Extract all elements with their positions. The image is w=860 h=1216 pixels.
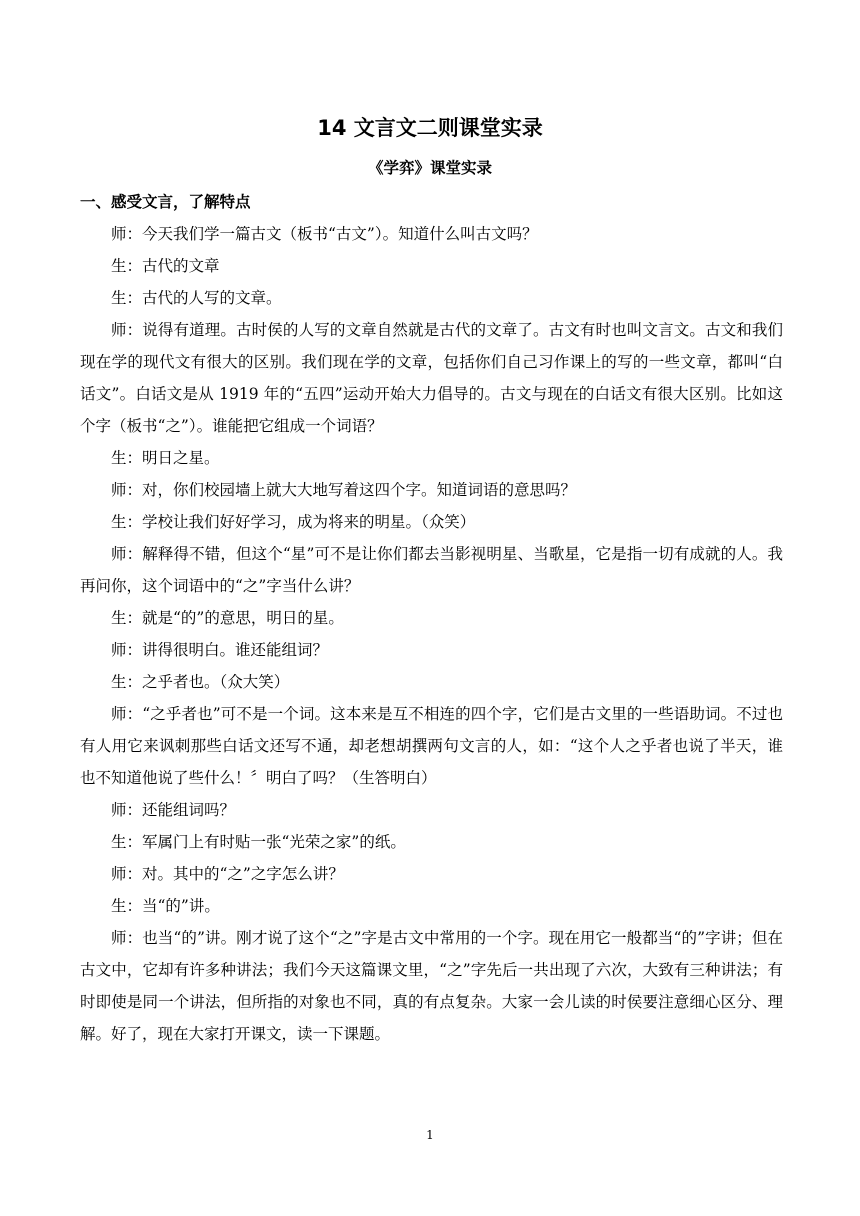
document-subtitle: 《学弈》课堂实录 — [367, 159, 492, 177]
paragraph: 生：之乎者也。（众大笑） — [111, 673, 290, 691]
paragraph: 生：明日之星。 — [111, 449, 220, 467]
paragraph: 师：还能组词吗？ — [111, 801, 236, 819]
paragraph: 师：对，你们校园墙上就大大地写着这四个字。知道词语的意思吗？ — [111, 481, 577, 499]
paragraph: 生：就是“的”的意思，明日的星。 — [111, 609, 344, 627]
page-number: 1 — [426, 1128, 434, 1142]
document-title: 14 文言文二则课堂实录 — [317, 116, 543, 140]
paragraph: 生：古代的人写的文章。 — [111, 289, 282, 307]
section-heading: 一、感受文言，了解特点 — [80, 193, 251, 211]
paragraph: 师：对。其中的“之”之字怎么讲？ — [111, 865, 344, 883]
document-body — [80, 186, 783, 1050]
paragraph: 师：讲得很明白。谁还能组词？ — [111, 641, 329, 659]
paragraph: 师：解释得不错，但这个“星”可不是让你们都去当影视明星、当歌星，它是指一切有成就的人。我再问你，这个词语中的“之”字当什么讲？ — [80, 545, 783, 595]
paragraph: 师：今天我们学一篇古文（板书“古文”）。知道什么叫古文吗？ — [111, 225, 538, 243]
paragraph: 师：“之乎者也”可不是一个词。这本来是互不相连的四个字，它们是古文里的一些语助词。不过也有人用它来讽刺那些白话文还写不通，却老想胡撰两句文言的人，如：“这个人之乎者也说了半天，谁也不知道他说了些什么！〞明白了吗？（生答明白） — [80, 705, 783, 787]
paragraph: 生：古代的文章 — [111, 257, 220, 275]
paragraph: 师：说得有道理。古时侯的人写的文章自然就是古代的文章了。古文有时也叫文言文。古文和我们现在学的现代文有很大的区别。我们现在学的文章，包括你们自己习作课上的写的一些文章，都叫“白话文”。白话文是从 1919 年的“五四”运动开始大力倡导的。古文与现在的白话文有很大区别。比如这个字（板书“之”）。谁能把它组成一个词语？ — [80, 321, 783, 435]
paragraph: 师：也当“的”讲。刚才说了这个“之”字是古文中常用的一个字。现在用它一般都当“的”字讲；但在古文中，它却有许多种讲法；我们今天这篇课文里，“之”字先后一共出现了六次，大致有三种讲法；有时即使是同一个讲法，但所指的对象也不同，真的有点复杂。大家一会儿读的时侯要注意细心区分、理解。好了，现在大家打开课文，读一下课题。 — [80, 929, 783, 1043]
paragraph: 生：当“的”讲。 — [111, 897, 220, 915]
paragraph: 生：学校让我们好好学习，成为将来的明星。（众笑） — [111, 513, 476, 531]
paragraph: 生：军属门上有时贴一张“光荣之家”的纸。 — [111, 833, 406, 851]
